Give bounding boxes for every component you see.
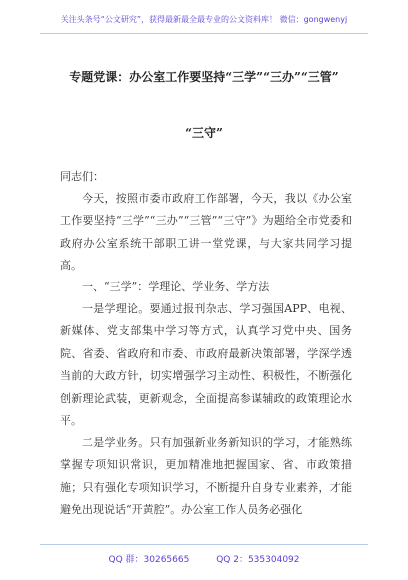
section-heading: 一、“三学”：学理论、学业务、学方法: [82, 280, 270, 293]
footer-divider: [40, 544, 368, 545]
document-title: 专题党课：办公室工作要坚持“三学”“三办”“三管”: [69, 70, 339, 84]
paragraph: 今天，按照市委市政府工作部署，今天，我以《办公室工作要坚持“三学”“三办”“三管”“三守”》为题给全市党委和政府办公室系统干部职工讲一堂党课，与大家共同学习提高。: [60, 192, 352, 273]
qq-group-number: QQ 群：30265665: [108, 555, 190, 565]
header-divider: [40, 33, 368, 34]
salutation: 同志们：: [60, 170, 104, 183]
paragraph: 一是学理论。要通过报刊杂志、学习强国APP、电视、新媒体、党支部集中学习等方式，认真学习党中央、国务院、省委、省政府和市委、市政府最新决策部署，学深学透当前的大政方针，切实增强学习主动性、积极性，不断强化创新理论武装，更新观念，全面提高参谋辅政的政策理论水平。: [60, 302, 352, 428]
footer-contact: [0, 552, 408, 565]
paragraph: 二是学业务。只有加强新业务新知识的学习，才能熟练掌握专项知识常识，更加精准地把握国家、省、市政策措施；只有强化专项知识学习，不断提升自身专业素养，才能避免出现说话“开黄腔”。办公室工作人员务必强化: [60, 436, 352, 517]
document-title-continued: “三守”: [185, 126, 223, 140]
qq-number: QQ 2：535304092: [216, 555, 300, 565]
header-notice: 关注头条号“公文研究”，获得最新最全最专业的公文资料库！ 微信：gongwenyj: [60, 15, 348, 24]
